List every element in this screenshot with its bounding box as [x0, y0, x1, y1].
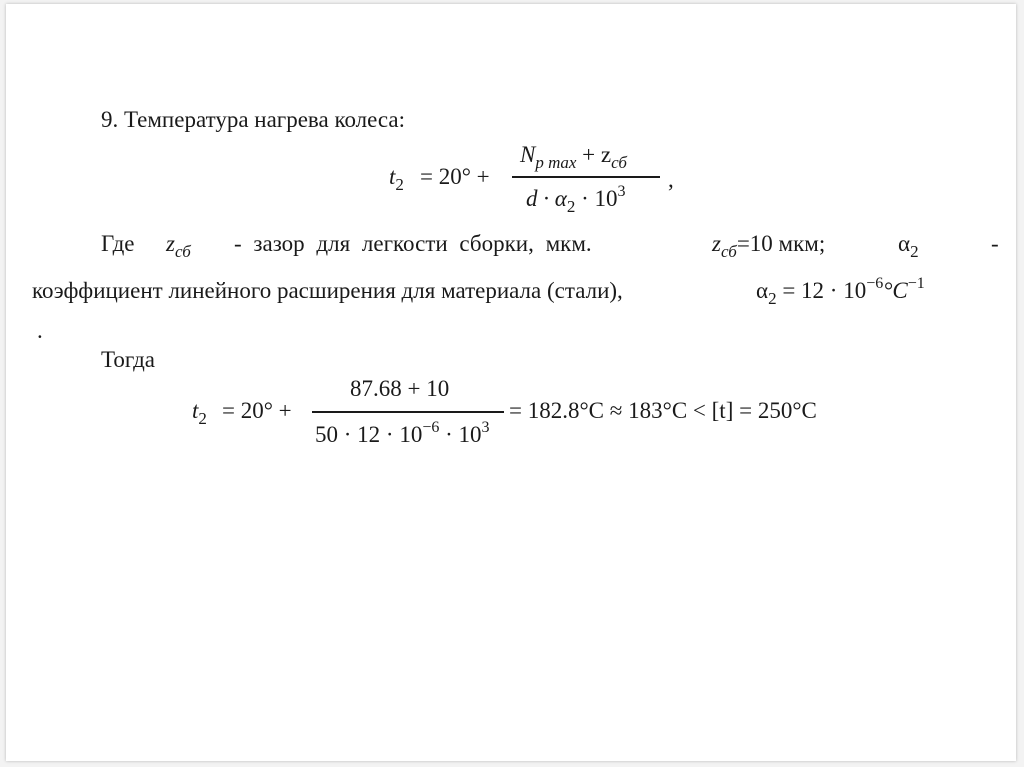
formula1-numerator: $N_{p max} + z_{сб}$: [520, 142, 627, 172]
alpha-value: $\alpha_2 = 12 \cdot 10^{-6}^\circ C^{-1}$: [756, 275, 925, 308]
z-symbol: $z_{сб}$: [166, 231, 191, 261]
z-value: $z_{сб}=10$ мкм;: [712, 231, 826, 261]
formula1-lhs: $t_2$: [389, 164, 404, 194]
formula2-const: = 20° +: [222, 398, 292, 423]
togda-word: Тогда: [101, 347, 156, 372]
alpha-symbol: $\alpha_2$: [898, 231, 919, 261]
formula2-result: = 182.8°C ≈ 183°C < [t] = 250°C: [509, 398, 817, 423]
formula1-const: = 20° +: [420, 164, 490, 189]
dash: -: [991, 231, 999, 256]
formula2-denominator: $50 \cdot 12 \cdot 10^{-6} \cdot 10^3$: [315, 419, 490, 447]
paragraph-line2: коэффициент линейного расширения для материала (стали),: [32, 278, 623, 303]
formula1-comma: ,: [668, 167, 674, 192]
z-description: - зазор для легкости сборки, мкм.: [234, 231, 592, 256]
formula2-numerator: 87.68 + 10: [350, 376, 450, 401]
gde-word: Где: [101, 231, 135, 256]
formula1-fraction-bar: [512, 176, 660, 178]
section-heading: 9. Температура нагрева колеса:: [101, 107, 405, 132]
trailing-dot: .: [37, 318, 43, 343]
slide: [6, 4, 1016, 761]
formula1-denominator: $d \cdot \alpha_2 \cdot 10^3$: [526, 183, 626, 216]
formula2-lhs: $t_2$: [192, 398, 207, 428]
formula2-fraction-bar: [312, 411, 504, 413]
